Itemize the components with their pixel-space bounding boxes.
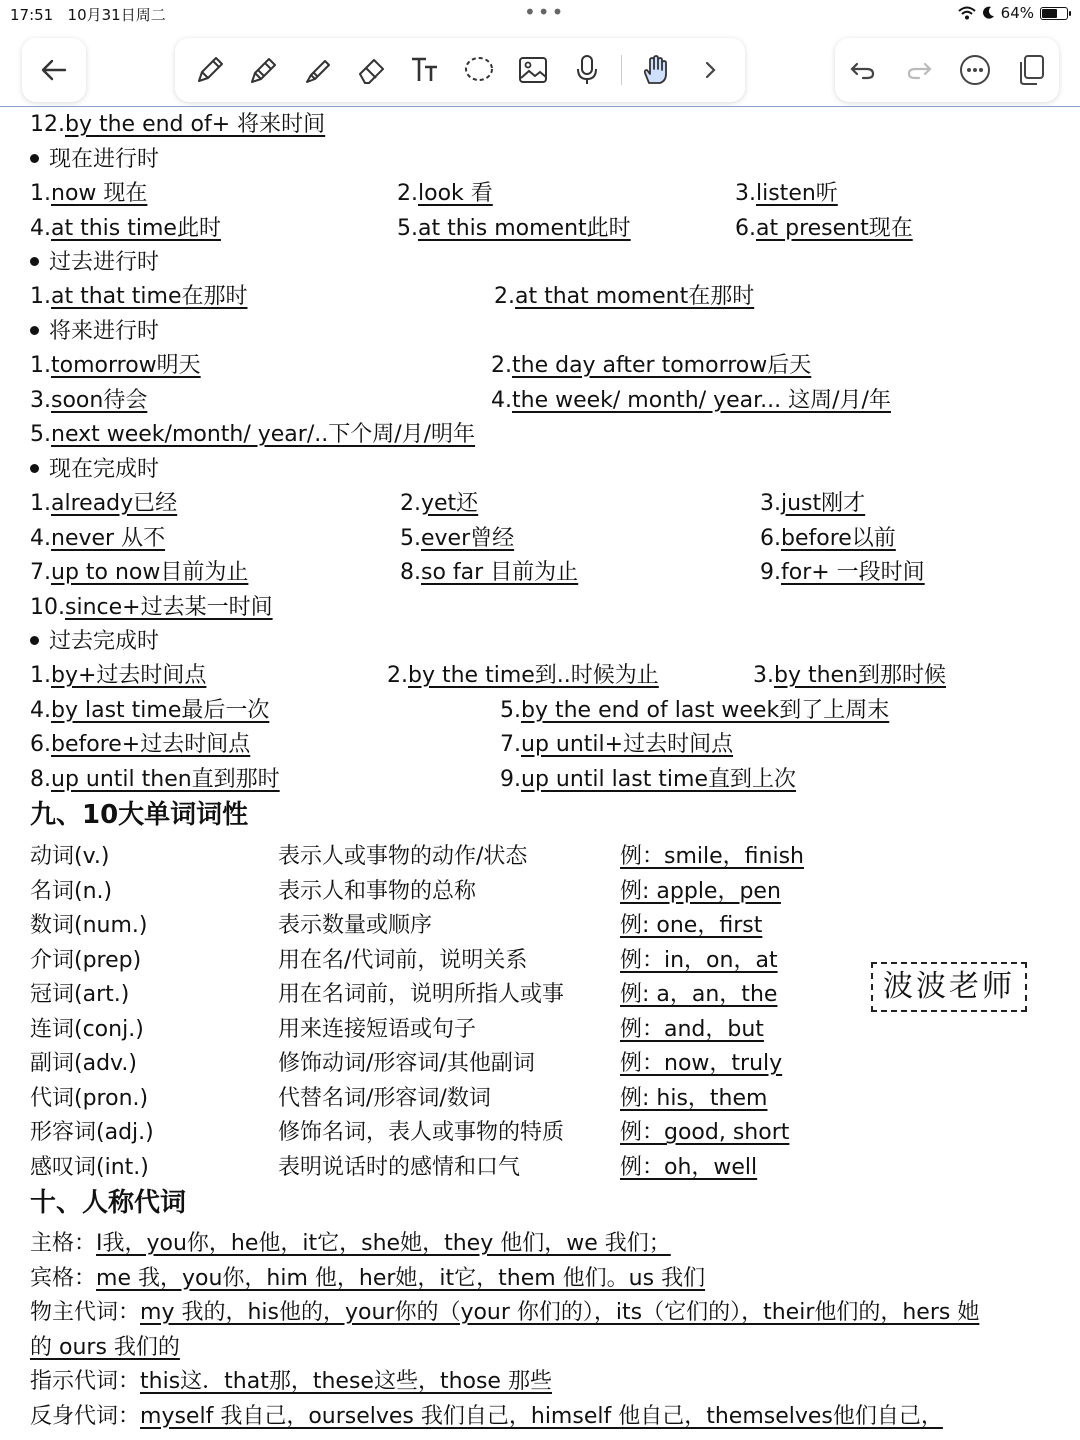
note-item (30, 694, 269, 728)
item-number: 4. (30, 697, 51, 723)
pronoun-row (0, 1331, 1080, 1365)
item-number: 2. (494, 284, 515, 309)
note-row (0, 212, 1080, 246)
note-item (30, 487, 177, 521)
pos-name: 介词(prep) (30, 947, 142, 973)
pronoun-text: my 我的，his他的，your你的（your 你们的），its（它们的），their他们的，hers 她 (140, 1300, 980, 1325)
item-text: before以前 (781, 525, 896, 551)
section-bullet (0, 315, 1080, 349)
note-item (400, 522, 514, 556)
note-item (30, 177, 147, 211)
pos-row (0, 875, 1080, 909)
redo-button[interactable] (899, 50, 939, 90)
multitask-dots[interactable]: ••• (524, 0, 566, 24)
lasso-tool-button[interactable] (459, 50, 499, 90)
bullet-icon (30, 464, 39, 473)
arrow-left-icon (40, 58, 68, 82)
text-tool-button[interactable] (406, 50, 446, 90)
item-text: so far 目前为止 (421, 560, 579, 585)
pronoun-row (0, 1227, 1080, 1261)
note-row (0, 418, 1080, 452)
pos-description: 表示数量或顺序 (278, 913, 433, 938)
note-row (0, 763, 1080, 797)
pronoun-text: me 我，you你，him 他，her她，it它，them 他们。us 我们 (96, 1265, 706, 1291)
pos-example: 例: apple，pen (620, 878, 781, 904)
note-row (0, 659, 1080, 693)
pronoun-label: 物主代词： (30, 1300, 141, 1325)
item-text: up until then直到那时 (51, 766, 280, 792)
bullet-heading (30, 453, 159, 487)
pos-name: 感叹词(int.) (30, 1154, 149, 1180)
pronoun-line (30, 1365, 552, 1399)
battery-icon (1040, 7, 1068, 20)
note-item (494, 280, 754, 314)
item-text: at present现在 (756, 215, 913, 241)
item-text: yet还 (421, 491, 479, 516)
item-number: 9. (500, 766, 521, 792)
pencil-icon (247, 53, 281, 87)
pos-name: 名词(n.) (30, 878, 113, 904)
pencil-tool-button[interactable] (244, 50, 284, 90)
bullet-text: 过去进行时 (49, 250, 160, 275)
note-item (30, 591, 273, 625)
item-text: for+ 一段时间 (781, 560, 925, 585)
microphone-button[interactable] (567, 50, 607, 90)
note-row (0, 694, 1080, 728)
bullet-heading (30, 143, 159, 177)
item-number: 4. (30, 215, 51, 241)
undo-icon (849, 58, 877, 82)
pos-name: 代词(pron.) (30, 1085, 149, 1111)
note-item (30, 522, 165, 556)
note-item (30, 384, 147, 418)
pos-example: 例：good, short (620, 1120, 790, 1145)
note-item (760, 522, 896, 556)
pronoun-line (30, 1227, 671, 1261)
pronoun-line (30, 1262, 705, 1296)
item-text: at that moment在那时 (515, 284, 755, 309)
pronoun-text: 的 ours 我们的 (30, 1334, 180, 1360)
note-row (0, 556, 1080, 590)
note-row (0, 177, 1080, 211)
pronoun-label: 指示代词： (30, 1369, 141, 1394)
image-icon (516, 53, 550, 87)
pos-example: 例: his，them (620, 1085, 768, 1111)
note-item (30, 659, 206, 693)
pos-example: 例: one，first (620, 913, 763, 938)
action-toolbar (835, 38, 1059, 102)
note-item (500, 763, 796, 797)
item-text: by the end of last week到了上周末 (521, 697, 890, 723)
pos-example: 例：now，truly (620, 1051, 783, 1076)
status-bar (0, 0, 1080, 26)
bullet-icon (30, 636, 39, 645)
section-bullet (0, 625, 1080, 659)
item-number: 3. (735, 181, 756, 206)
note-item (397, 212, 631, 246)
pen-icon (193, 53, 227, 87)
item-text: soon待会 (51, 387, 148, 413)
pos-row (0, 1047, 1080, 1081)
item-number: 7. (30, 560, 51, 585)
item-number: 3. (30, 387, 51, 413)
item-number: 3. (760, 491, 781, 516)
note-row (0, 280, 1080, 314)
pronoun-label: 宾格： (30, 1265, 97, 1291)
pronoun-text: myself 我自己，ourselves 我们自己，himself 他自己，themselves他们自己， (140, 1403, 943, 1429)
item-number: 6. (760, 525, 781, 551)
item-number: 9. (760, 560, 781, 585)
bullet-text: 现在完成时 (49, 457, 160, 482)
battery-percent: 64% (1000, 4, 1034, 22)
section-bullet (0, 143, 1080, 177)
item-number: 1. (30, 284, 51, 309)
note-item (387, 659, 659, 693)
item-text: by+过去时间点 (51, 663, 207, 688)
note-item (760, 556, 925, 590)
item-text: tomorrow明天 (51, 353, 201, 378)
pronoun-text: this这．that那，these这些，those 那些 (140, 1369, 552, 1394)
chevron-right-icon (700, 58, 720, 82)
pos-row (0, 1013, 1080, 1047)
pronoun-text: I我，you你，he他，it它，she她，they 他们，we 我们； (96, 1231, 671, 1256)
pronoun-row (0, 1262, 1080, 1296)
pos-row (0, 1151, 1080, 1185)
pages-button[interactable] (1011, 50, 1051, 90)
pronoun-row (0, 1296, 1080, 1330)
pronoun-row (0, 1400, 1080, 1434)
item-number: 5. (397, 215, 418, 241)
note-item (30, 108, 325, 142)
note-row (0, 522, 1080, 556)
pronoun-label: 反身代词： (30, 1403, 141, 1429)
pos-description: 用在名词前，说明所指人或事 (278, 982, 565, 1007)
text-icon (409, 53, 443, 87)
note-row (0, 728, 1080, 762)
more-options-button[interactable] (955, 50, 995, 90)
item-number: 3. (753, 663, 774, 688)
eraser-tool-button[interactable] (352, 50, 392, 90)
item-text: now 现在 (51, 181, 148, 206)
pos-name: 副词(adv.) (30, 1051, 137, 1076)
undo-button[interactable] (843, 50, 883, 90)
note-row (0, 591, 1080, 625)
mic-icon (570, 53, 604, 87)
item-number: 5. (400, 525, 421, 551)
item-text: just刚才 (781, 491, 866, 516)
note-row (0, 384, 1080, 418)
item-number: 2. (400, 491, 421, 516)
item-text: since+过去某一时间 (65, 594, 273, 620)
bullet-icon (30, 326, 39, 335)
item-text: already已经 (51, 491, 178, 516)
item-text: at that time在那时 (51, 284, 248, 309)
pos-example: 例：in，on，at (620, 947, 778, 973)
section-heading (0, 1186, 1080, 1226)
item-number: 2. (491, 353, 512, 378)
bullet-text: 现在进行时 (49, 147, 160, 172)
item-number: 8. (400, 560, 421, 585)
note-item (30, 212, 221, 246)
item-number: 2. (397, 181, 418, 206)
toolbar-more-button[interactable] (690, 50, 730, 90)
battery-fill (1042, 9, 1057, 18)
item-text: never 从不 (51, 525, 166, 551)
bullet-icon (30, 154, 39, 163)
back-toolbar (22, 38, 86, 102)
note-item (30, 556, 248, 590)
drawing-toolbar (175, 38, 745, 102)
note-item (30, 280, 247, 314)
item-number: 2. (387, 663, 408, 688)
item-number: 1. (30, 663, 51, 688)
item-number: 6. (735, 215, 756, 241)
note-item (30, 763, 280, 797)
heading-personal-pronouns: 十、人称代词 (30, 1188, 187, 1218)
pronoun-row (0, 1365, 1080, 1399)
item-text: the week/ month/ year... 这周/月/年 (512, 387, 891, 413)
pos-name: 动词(v.) (30, 844, 110, 869)
item-number: 5. (500, 697, 521, 723)
note-item (400, 556, 578, 590)
item-number: 8. (30, 766, 51, 792)
moon-icon (982, 6, 995, 20)
pos-name: 形容词(adj.) (30, 1120, 154, 1145)
note-item (735, 177, 838, 211)
pos-description: 表示人和事物的总称 (278, 878, 477, 904)
note-item (30, 418, 475, 452)
note-row (0, 487, 1080, 521)
back-button[interactable] (34, 50, 74, 90)
item-number: 12. (30, 112, 65, 137)
item-number: 1. (30, 353, 51, 378)
item-number: 5. (30, 422, 51, 447)
note-item (397, 177, 493, 211)
pos-row (0, 1116, 1080, 1150)
item-text: up until last time直到上次 (521, 766, 797, 792)
status-time: 17:51 10月31日周二 (10, 6, 166, 24)
item-text: by last time最后一次 (51, 697, 270, 723)
bullet-text: 将来进行时 (49, 319, 160, 344)
pronoun-line (30, 1331, 180, 1365)
note-item (753, 659, 946, 693)
item-text: up until+过去时间点 (521, 732, 734, 757)
hand-icon (639, 53, 673, 87)
item-number: 1. (30, 491, 51, 516)
eraser-icon (355, 53, 389, 87)
item-text: by the time到..时候为止 (408, 663, 659, 688)
pos-example: 例：and，but (620, 1016, 764, 1042)
toolbar-divider-line (0, 106, 1080, 107)
highlighter-icon (301, 53, 335, 87)
bullet-icon (30, 257, 39, 266)
pos-description: 用来连接短语或句子 (278, 1016, 477, 1042)
item-text: by the end of+ 将来时间 (65, 112, 326, 137)
bullet-heading (30, 625, 159, 659)
highlighter-tool-button[interactable] (298, 50, 338, 90)
item-text: the day after tomorrow后天 (512, 353, 812, 378)
pos-example: 例: a，an，the (620, 982, 778, 1007)
pos-name: 数词(num.) (30, 913, 148, 938)
note-item (500, 728, 733, 762)
item-number: 1. (30, 181, 51, 206)
bullet-heading (30, 315, 159, 349)
wifi-icon (958, 6, 976, 20)
pos-description: 用在名/代词前，说明关系 (278, 947, 528, 973)
pronoun-label: 主格： (30, 1231, 97, 1256)
note-row (0, 108, 1080, 142)
note-item (30, 728, 250, 762)
teacher-stamp: 波波老师 (871, 962, 1027, 1012)
item-text: look 看 (418, 181, 493, 206)
note-item (500, 694, 889, 728)
pen-tool-button[interactable] (190, 50, 230, 90)
pos-example: 例：smile，finish (620, 844, 804, 869)
bullet-text: 过去完成时 (49, 629, 160, 654)
pos-example: 例：oh，well (620, 1154, 758, 1180)
section-bullet (0, 246, 1080, 280)
pos-description: 修饰动词/形容词/其他副词 (278, 1051, 535, 1076)
pos-description: 表示人或事物的动作/状态 (278, 844, 528, 869)
more-icon (958, 53, 992, 87)
item-number: 4. (30, 525, 51, 551)
pos-name: 冠词(art.) (30, 982, 130, 1007)
note-item (760, 487, 865, 521)
image-tool-button[interactable] (513, 50, 553, 90)
note-item (491, 349, 811, 383)
item-number: 7. (500, 732, 521, 757)
bullet-heading (30, 246, 159, 280)
item-text: ever曾经 (421, 525, 515, 551)
note-row (0, 349, 1080, 383)
section-bullet (0, 453, 1080, 487)
pos-description: 修饰名词，表人或事物的特质 (278, 1120, 565, 1145)
item-text: at this moment此时 (418, 215, 631, 241)
pos-row (0, 1082, 1080, 1116)
item-text: up to now目前为止 (51, 560, 249, 585)
item-text: at this time此时 (51, 215, 221, 241)
item-text: listen听 (756, 181, 838, 206)
pages-icon (1016, 53, 1046, 87)
item-number: 4. (491, 387, 512, 413)
item-text: next week/month/ year/..下个周/月/明年 (51, 422, 476, 447)
section-heading (0, 798, 1080, 838)
item-number: 10. (30, 594, 65, 620)
pronoun-line (30, 1400, 943, 1434)
note-item (735, 212, 913, 246)
pos-row (0, 909, 1080, 943)
heading-parts-of-speech: 九、10大单词词性 (30, 800, 249, 830)
status-right (958, 4, 1068, 22)
pos-name: 连词(conj.) (30, 1016, 144, 1042)
note-item (491, 384, 891, 418)
pronoun-line (30, 1296, 979, 1330)
item-number: 6. (30, 732, 51, 757)
item-text: before+过去时间点 (51, 732, 251, 757)
lasso-icon (462, 53, 496, 87)
pos-row (0, 840, 1080, 874)
pos-description: 代替名词/形容词/数词 (278, 1085, 491, 1111)
redo-icon (905, 58, 933, 82)
note-item (400, 487, 478, 521)
item-text: by then到那时候 (774, 663, 947, 688)
hand-tool-button[interactable] (636, 50, 676, 90)
toolbar-divider (621, 55, 622, 85)
pos-description: 表明说话时的感情和口气 (278, 1154, 521, 1180)
note-item (30, 349, 201, 383)
